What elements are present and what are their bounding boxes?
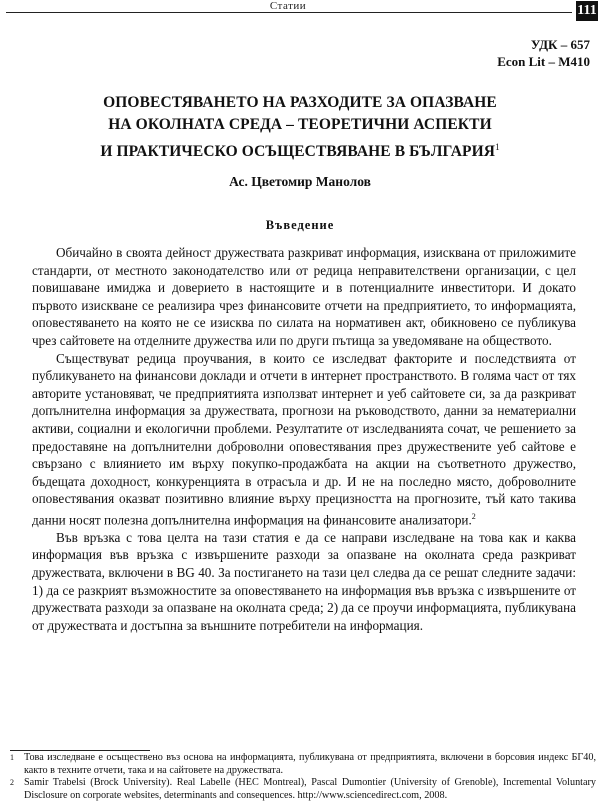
footnote	[10, 777, 596, 802]
section-heading: Въведение	[265, 218, 335, 232]
footnote-reference: 2	[471, 511, 476, 521]
footnote-text: Samir Trabelsi (Brock University). Real Labelle (HEC Montreal), Pascal Dumontier (University of Grenoble), Incremental Voluntary Disclosure on corporate websites, determinants and consequences. http://www.sciencedirect.com, 2008.	[24, 777, 596, 801]
footnote-text: Това изследване е осъществено въз основа на информацията, публикувана от предприятията, включени в борсовия индекс БГ40, както в техните отчети, така и на сайтовете на дружествата.	[24, 752, 596, 776]
econ-lit-code: Econ Lit – M410	[497, 54, 590, 69]
paragraph	[32, 350, 576, 529]
title-line	[30, 136, 570, 163]
footnote-mark: 2	[10, 778, 14, 788]
paragraph-text: Обичайно в своята дейност дружествата разкриват информация, изисквана от приложимите стандарти, от местното законодателство или от редица неправителствени организации, с цел повишаване имиджа и доверието в настоящите и в потенциалните инвеститори. И докато първото изискване се реализира чрез финансовите отчети на предприятието, то информацията, оповестяването на която не се изисква по силата на нормативен акт, обикновено се публикува чрез сайтовете на отделните дружества или по други пътища за уведомяване на обществото.	[32, 245, 576, 348]
footnote	[10, 752, 596, 777]
title-line: НА ОКОЛНАТА СРЕДА – ТЕОРЕТИЧНИ АСПЕКТИ	[108, 116, 492, 133]
running-head	[0, 0, 576, 12]
title-line-text: И ПРАКТИЧЕСКО ОСЪЩЕСТВЯВАНЕ В БЪЛГАРИЯ	[100, 143, 496, 161]
title-line: ОПОВЕСТЯВАНЕТО НА РАЗХОДИТЕ ЗА ОПАЗВАНЕ	[103, 94, 497, 111]
article-title	[30, 92, 570, 163]
footnotes	[10, 752, 596, 802]
page-header	[0, 0, 600, 22]
title-footnote-mark: 1	[495, 142, 500, 152]
paragraph-text: Съществуват редица проучвания, в които се изследват факторите и последствията от публикуването на финансови доклади и отчети в интернет пространството. В голяма част от тях авторите установяват, че предприятията използват интернет и уеб сайтовете си, за да разкриват допълнителна информация за дружествата, прогнози на ръководството, данни за нематериални активи, социални и екологични проблеми. Резултатите от изследванията сочат, че решението за предоставяне на допълнителни доброволни оповестявания през дружествените уеб сайтове е свързано с влиянието им върху покупко-продажбата на акции на съответното дружество, бъдещата доходност, конкуренцията в отрасъла и др. И не на последно място, доброволните оповестявания оказват позитивно влияние върху прецизността на прогнозите, тъй като такива данни носят полезна допълнителна информация на финансовите анализатори.	[32, 350, 576, 528]
paragraph	[32, 529, 576, 635]
footnote-divider	[10, 750, 150, 751]
footnote-mark: 1	[10, 753, 14, 762]
paragraph-text: Във връзка с това целта на тази статия е да се направи изследване на това как и каква информация във връзка с извършените разходи за опазване на околната среда разкриват дружествата, включени в BG 40. За постигането на тази цел следва да се решат следните задачи: 1) да се разкрият възможностите за оповестяването на информация във връзка с извършените от дружествата разходи за опазване на околната среда; 2) да се проучи информацията, публикувана от дружествата и достъпна за външните потребители на информация.	[32, 529, 576, 633]
running-head-text: Статии	[264, 0, 312, 12]
classification-codes	[497, 36, 590, 70]
article-body	[32, 244, 576, 634]
page-number: 111	[576, 1, 598, 21]
udk-code: УДК – 657	[530, 37, 590, 52]
paragraph	[32, 244, 576, 350]
author-name: Ас. Цветомир Манолов	[229, 174, 371, 189]
header-rule	[6, 12, 572, 13]
